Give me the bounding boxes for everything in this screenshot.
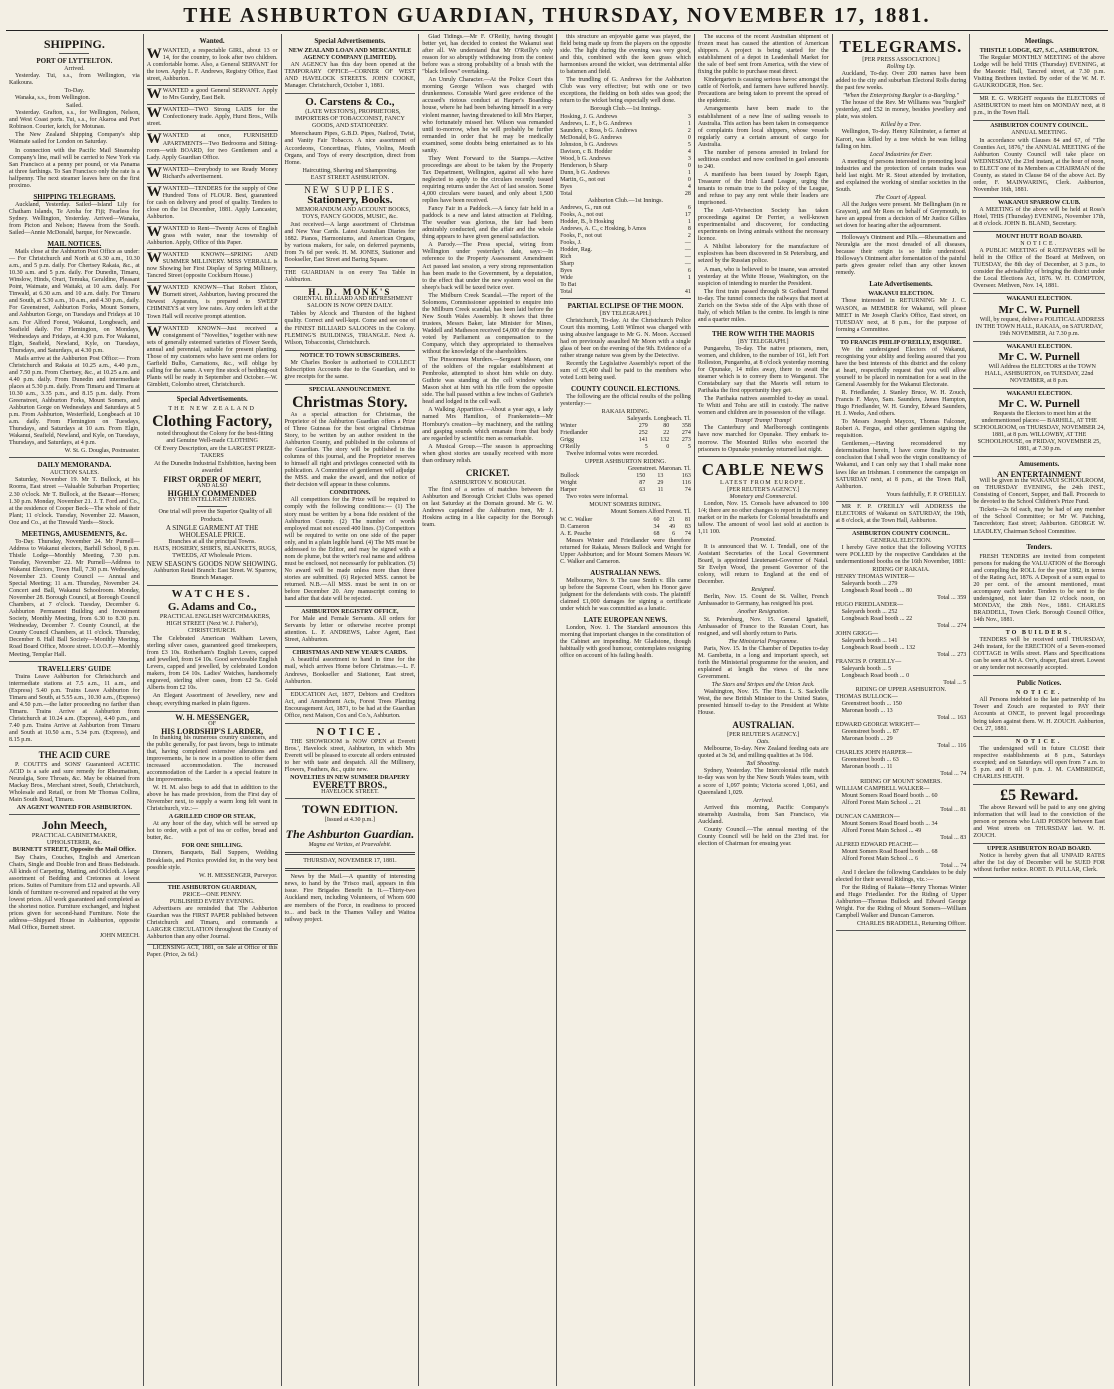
auction-sales-text: Saturday, November 19. Mr T. Bullock, at his Rooms, East street —Valuable Suburban Properties; 2.30 o'clock. Mr T. Bullock, at the Bazaar—Horses; 1.30 p.m. Monday, November 21. J. T. Ford and Co., at the residence of Cooper Beck—The whole of their Plant; 11 o'clock. Tuesday, November 22. Maason, Ooz and Co., at the Tinwald Yards—Stock. [9, 477, 140, 526]
booth-row: Saleyards booth ... 141 [841, 637, 898, 644]
booth-row: Maronan booth ... 11 [841, 764, 893, 771]
purnell-ad-2: WAKANUI ELECTION. Mr C. W. Purnell Will Address the ELECTORS at the TOWN HALL, ASHBURTON, on TUESDAY, 22nd NOVEMBER, at 8 p.m. [973, 342, 1105, 389]
booth-row: Mount Somers Road Board booth ... 34 [841, 820, 938, 827]
agency-credit: [PER REUTER'S AGENCY.] [727, 486, 800, 493]
cable-text: Melbourne, To-day. New Zealand feeding oats are quoted at 3s 3d, and milling qualities at 3s 10d. [697, 746, 829, 760]
score-row: Fooks, A., not out 17 [560, 211, 691, 218]
travellers-guide-heading: TRAVELLERS' GUIDE [37, 664, 111, 673]
meech-name: John Meech, [41, 818, 108, 833]
booth-row: Mount Somers Road Board booth ... 68 [841, 848, 938, 855]
score-row: Andrews, A. C., c Hosking, b Amos 8 [560, 225, 691, 232]
score-row: Andrews, G., run out 6 [560, 204, 691, 211]
poll-row: D. Cameron 34 49 83 [560, 523, 691, 530]
cricket-report: The trundling of G. Andrews for the Ashburton Club was very effective; but with one or two exceptions, the fielding on both sides was good; the return to the wicket being especially well done. [560, 77, 691, 105]
wanted-ad-8: WWANTED KNOWN—SPRING AND SUMMER MILLINERY. MISS VERRALL is now Showing her First Display of Spring Millinery, Tancred Street (opposite Cockburn House.) [147, 250, 278, 283]
riding-heading: UPPER ASHBURTON RIDING. [584, 459, 667, 466]
reward-ad: £5 Reward. The above Reward will be paid to any one giving information that will lead to the conviction of the person or persons who LAID POISON between East and West streets on THURSDAY last. W. H. ZOUCH. [973, 785, 1105, 844]
australian-news-text: Melbourne, Nov. 9. The case Smith v. Illis came up before the Supreme Court, when his Honor gave judgment for the defendants with costs. The plaintiff claimed £1,000 damages for signing a certificate under which he was committed as a lunatic. [560, 577, 691, 612]
column-5 [557, 34, 695, 1386]
news-item: They Went Forward to the Stamps.—Active proceedings are about to be taken by the Property Tax Department, Wellington, against all who have neglected to apply to the circulars recently issued requiring returns under the Act of last session. Some 4,000 circulars were issued, and only about 1,500 replies have been received. [422, 155, 554, 205]
score-row: Wide 1 [560, 274, 691, 281]
booth-row: Alford Forest Main School ... 6 [841, 856, 919, 863]
cricket-text: The first of a series of matches between the Ashburton and Borough Cricket Clubs was opened on last Saturday at the Domain ground. Mr G. W. Andrews captained the Ashburton men, Mr J. Hoskins acting in a like capacity for the Borough team. [422, 486, 554, 529]
score-row: Fooks, J. — [560, 239, 691, 246]
australian-heading: AUSTRALIAN. [732, 720, 795, 731]
telegram-subhead: Killed by a Tree. [880, 122, 922, 129]
cricket-heading: CRICKET. [465, 467, 510, 478]
european-news-heading: LATE EUROPEAN NEWS. [583, 615, 668, 624]
guardian-notice-ad: THE ASHBURTON GUARDIAN, PRICE—ONE PENNY. PUBLISHED EVERY EVENING. Advertisers are reminded that The Ashburton Guardian was the FIRST PAPER published between Christchurch and Timaru, and commands a LARGER CIRCULATION throughout the County of Ashburton than any other Journal. [147, 883, 278, 945]
by-telegraph: [BY TELEGRAPH.] [737, 338, 789, 345]
poll-row: A. E. Peache 68 6 74 [560, 530, 691, 537]
poll-row: Bullock 150 13 163 [560, 473, 691, 480]
news-item: The Midburn Creek Scandal.—The report of the Solomons, Commissioner appointed to enquire into the Millburn Creek scandal, has been laid before the New South Wales Assembly. It shows that three trustees, Messrs Baker, late Minister for Mines, Waddell and Matheson received £4,000 of the money voted by Parliament as compensation to the Company, which they appropriated to themselves without the knowledge of the shareholders. [422, 292, 554, 356]
wanted-heading: Wanted. [199, 37, 225, 45]
booth-row: Maronan booth ... 29 [841, 736, 893, 743]
riding-heading: RAKAIA RIDING. [601, 409, 650, 416]
cable-news-subheading: LATEST FROM EUROPE. [719, 479, 807, 486]
score-row: Dunn, b G. Andrews 1 [560, 169, 691, 176]
eclipse-heading: PARTIAL ECLIPSE OF THE MOON. [567, 301, 684, 310]
score-row: Saunders, c Ross, b G. Andrews 2 [560, 127, 691, 134]
wanted-ad-5: WWANTED—Everybody to see Ready Money Richard's advertisement. [147, 165, 278, 184]
wanted-ad-9: WWANTED KNOWN—That Robert Elston, Burnett street, Ashburton, having procured the Newest Apparatus, is prepared to SWEEP CHIMNEYS at very low rates. Any orders left at the Town Hall will receive prompt attention. [147, 283, 278, 323]
score-row: Davison, c B. Hodder 4 [560, 148, 691, 155]
booth-row: Longbeach Road booth ... 80 [841, 588, 913, 595]
purnell-ad-3: WAKANUI ELECTION. Mr C. W. Purnell Requests the Electors to meet him at the undermentioned places:— BARHILL, AT THE SCHOOLROOM, on THURSDAY, NOVEMBER 24, 1881, at 8 p.m. WILLOWBY, AT THE SCHOOLHOUSE, on FRIDAY, NOVEMBER 25, 1881, at 7.30 p.m. [973, 389, 1105, 457]
european-news-text: London, Nov. 1. The Standard announces this morning that important changes in the constitution of the Cabinet are impending. Mr Gladstone, though habitually with good humour, contemplates resigning office on account of his failing health. [560, 624, 691, 660]
tramp-text: The Canterbury and Marlborough contingents have now marched for Opunake. They embark to-morrow. The Mounted Rifles who escorted the prisoners to Opunake yesterday returned last night. [697, 425, 829, 453]
maori-row-heading: THE ROW WITH THE MAORIS [712, 329, 815, 338]
daily-memoranda-heading: DAILY MEMORANDA. [37, 461, 112, 470]
eclipse-text: Christchurch, To-day. At the Christchurch Police Court this morning, Lotti Wilmot was charged with using abusive language to Mr G. N. Moon. Accused had on previously assaulted Mr Moon with a single glass of beer on the evening of the 9th. Evidence of a rather strange nature was given by the Detective. [560, 317, 691, 359]
poll-row: Harper 63 11 74 [560, 487, 691, 494]
amusements-heading: Amusements. [1019, 460, 1060, 469]
score-row: Sharp — [560, 260, 691, 267]
late-adverts-heading: Late Advertisements. [869, 280, 933, 289]
booth-row: Mount Somers Road Board booth ... 60 [841, 792, 938, 799]
meech-signature: JOHN MEECH. [99, 933, 140, 940]
oreilly-address-ad: MR F. P. O'REILLY will ADDRESS the ELECTORS of Wakanui on SATURDAY, the 19th, at 8 o'clock, at the Town Hall, Ashburton. [836, 502, 967, 529]
carstens-ad: O. Carstens & Co., (LATE WESTON'S), PROPRIETORS, IMPORTERS OF TOBACCONIST, FANCY GOODS, AND STATIONERY. Meerschaum Pipes, G.B.D. Pipes, Nailrod, Twist, and Vanity Fair Tobacco. A nice assortment of Accordeons, Concertinas, Flutes, Violins, Mouth Organs, and Toys of every description, direct from Home. Haircutting, Shaving and Shampooing. EAST STREET ASHBURTON. [285, 94, 416, 184]
agent-wanted: AN AGENT WANTED FOR ASHBURTON. [16, 805, 132, 812]
meech-trade: PRACTICAL CABINETMAKER, UPHOLSTERER, &c. [31, 833, 117, 847]
booth-row: Alford Forest Main School ... 49 [841, 827, 922, 834]
wanted-ad-10: WWANTED KNOWN—Just received a consignment of "Novelties," together with new sets of generally esteemed varieties of Flower Seeds, annual and perennial, suitable for present planting. Those of my customers who have sent me orders for Garfield Bulbs, Carnations, &c., will oblige by calling for the same. A very fine stock of bedding-out Plants will be ready in September and October.—W. Gimblett, Colombo street, Christchurch. [147, 324, 278, 392]
cable-item: A Nihilist laboratory for the manufacture of explosives has been discovered in St Petersburg, and seized by the Russian police. [697, 244, 829, 265]
county-elections-heading: COUNTY COUNCIL ELECTIONS. [571, 385, 680, 394]
column-4 [419, 34, 557, 1386]
rakaia-results [560, 423, 691, 451]
cable-text: Arrived this morning, Pacific Company's steamship Australia, from San Francisco, via Auckland. [697, 804, 829, 825]
upper-ashburton-results [560, 473, 691, 494]
score-row: Hosking, J. G. Andrews 3 [560, 113, 691, 120]
port-heading: PORT OF LYTTELTON. [36, 57, 113, 65]
builders-tender-ad: TO BUILDERS. TENDERS will be received until THURSDAY, 24th instant, for the ERECTION of a Seven-roomed COTTAGE in Wills street. Plans and Specifications can be seen at Mr A. Orr's, draper, East street. Lowest or any tender not necessarily accepted. [973, 628, 1105, 676]
riding-note: Twelve informal votes were recorded. [566, 451, 659, 458]
wright-meeting-ad: MR E. G. WRIGHT requests the ELECTORS of ASHBURTON to meet him on MONDAY next, at 8 p.m., in the Town Hall. [973, 94, 1105, 121]
maori-row-text: Pungarehu, To-day. The native prisoners, men, women, and children, to the number of 161, left Fort Rolleston, Pungarehu, at 8 o'clock yesterday morning for Opunake, 14 miles away, there to await the steamer which is to convey them to Wanganui. The Constabulary say that the Maoris will return to Parihaka the first opportunity they get. [697, 345, 829, 395]
oreilly-requisition: TO FRANCIS PHILIP O'REILLY, ESQUIRE. We the undersigned Electors of Wakanui, recognising your ability and feeling assured that you have the best interests of this district and the colony at heart, respectfully request that you will allow yourself to be placed in nomination for a seat in the General Assembly for the Wakanui Electorate. R. Friedlander, J. Stanley Bruce, W. H. Zouch, Francis F. Mayo, Sam. Saunders, James Hampton, Hugo Friedlander, W. H. Gundry, Edward Saunders, H. J. Weeks, And others. To Messrs Joseph Maycox, Thomas Falconer, Robert A. Fergus, and other gentlemen signing the requisition. Gentlemen,—Having reconsidered my determination herein, I have come finally to the conclusion that I shall woo the virgin constituency of Wakanui, and I can only say that I shall make none laws like an Irishman. I commence the campaign on SATURDAY next, at 8 p.m., at the Town Hall, Ashburton. Yours faithfully, F. P. O'REILLY. [836, 338, 967, 502]
agency-credit: [PER REUTER'S AGENCY.] [727, 732, 800, 739]
news-item: A Walking Apparition.—About a year ago, a lady named Mrs Hamilton, of Frankenstein—Mr Hornbury's creation—by machinery, and the rattling and gasping sounds which emanate from that body are regarded by scientific men as remarkable. [422, 407, 554, 442]
shipping-telegrams-heading: SHIPPING TELEGRAMS. [33, 192, 116, 201]
cable-subhead: Monetary and Commercial. [729, 493, 797, 500]
today-text: Wanaka, s.s., from Wellington. [15, 95, 91, 102]
by-telegraph: [BY TELEGRAPH.] [600, 310, 651, 317]
wanted-ad-2: WWANTED a good General SERVANT. Apply to Mrs Gundry, East Belt. [147, 86, 278, 105]
riding-columns: Greenstreet. Maronan. Tl. [627, 466, 691, 473]
purnell-ad-1: WAKANUI ELECTION. Mr C. W. Purnell Will, by request, deliver a POLITICAL ADDRESS IN THE TOWN HALL, RAKAIA, on SATURDAY, 19th NOVEMBER, At 7.30 p.m. [973, 294, 1105, 341]
nz-loan-ad: NEW ZEALAND LOAN AND MERCANTILE AGENCY COMPANY (LIMITED). AN AGENCY has this day been opened at the TEMPORARY OFFICE—CORNER OF WEST AND HAVELOCK STREETS. JOHN COOKE, Manager. Christchurch, October 1, 1881. [285, 46, 416, 94]
poll-row: Grigg 141 132 273 [560, 437, 691, 444]
booth-row: Longbeach Road booth ... 132 [841, 644, 916, 651]
score-row: Andrews, L. F., b G. Andrews 1 [560, 120, 691, 127]
riding-summary: Messrs Winter and Friedlander were therefore returned for Rakaia, Messrs Bullock and Wright for Upper Ashburton; and for Mount Somers Messrs W. C. Walker and Cameron. [560, 537, 691, 565]
booth-row: Saleyards booth ... 5 [841, 665, 892, 672]
messenger-ad: W. H. MESSENGER, OF HIS LORDSHIP'S LARDER, In thanking his numerous country customers, and the public generally, for past favors, begs to intimate that, having completed extensive alterations and improvements, he is now in a position to offer them increased accommodation. The increased accommodation of the Larder is a special feature in the improvements. W. H. M. also begs to add that in addition to the above he has made provision, from the First day of November next, to supply a warm long felt want in Christchurch, viz.:— A GRILLED CHOP OR STEAK, At any hour of the day, which will be served up hot to order, with a pot of tea or coffee, bread and butter, &c. FOR ONE SHILLING. Dinners, Banquets, Ball Suppers, Wedding Breakfasts, and Picnics provided for, in the very best possible style. W. H. MESSENGER, Purveyor. [147, 712, 278, 883]
telegram-text: Wellington, To-day. Henry Kilminster, a farmer at Karori, was killed by a tree which he was felling falling on him. [835, 129, 967, 150]
score-row: Johnston, b G. Andrews 5 [560, 141, 691, 148]
christmas-cards-ad: CHRISTMAS AND NEW YEAR'S CARDS. A beautiful assortment to hand in time for the mail, which arrives Home before Christmas.—L. F. Andrews, Bookseller and Stationer, East street, Ashburton. [285, 648, 416, 689]
editorial-news: News by the Mail.—A quantity of interesting news, to hand by the 'Frisco mail, appears in this issue. Fire Brigades Benefit In It.—Thirty-two Auckland men, including Volunteers, of Whom 600 are members of the Force, in readiness to proceed to... and back in the Thames Valley and Waitoa railway project. [284, 874, 416, 923]
divider [59, 53, 89, 54]
telegram-text: A meeting of persons interested in promoting local industries and the protection of certain trades was held last night. Mr R. Stout attended by invitation, and explained the working of similar societies in the South. [835, 158, 967, 193]
column-1 [6, 34, 144, 1386]
score-row: Byes 6 [560, 267, 691, 274]
column-2 [144, 34, 282, 1386]
divider [836, 232, 967, 233]
stationery-ad: NEW SUPPLIES. Stationery, Books. MEMORANDUM AND ACCOUNT BOOKS, TOYS, FANCY GOODS, MUSIC, &c. Just received—A large assortment of Christmas and New Year Cards. Latest Australian Diaries for 1882. Pianos, Harmoniums, and American Organs, by various makers, for sale, on deferred payments, from 7s 6d per week. H. M. JONES, Stationer and Bookseller, East Street and Baring Square. [285, 185, 416, 268]
wanted-ad-3: WWANTED—TWO Strong LADS for the Confectionery trade. Apply, Hurst Bros., Wills street. [147, 105, 278, 131]
booth-row: Saleyards booth ... 252 [841, 609, 898, 616]
meetings-heading: MEETINGS, AMUSEMENTS, &c. [21, 529, 127, 538]
meetings-heading: Meetings. [1024, 37, 1054, 45]
education-act-ad: EDUCATION Act, 1877, Debtors and Creditors Act, and Amendment Acts, Forest Trees Planting Encouragement Act, 1871, to be had at the Guardian Office, next Maison, Cox and Co.'s, Ashburton. [285, 690, 416, 724]
postmaster-signature: W. St. G. Douglas, Postmaster. [64, 448, 140, 455]
booth-row: Maronan booth ... 13 [841, 708, 893, 715]
score-row: Hodder, Rag. — [560, 246, 691, 253]
cable-text: London, Nov. 15. Consols have advanced to 100 1/4; there are no other changes to report in the money market or in the markets for Colonial breadstuffs and tallow. The amount of wool last sold at auction is 1,11 100. [697, 500, 829, 535]
sailed-note: The New Zealand Shipping Company's ship Waimate sailed for London on Saturday. [9, 132, 140, 146]
mail-notices-heading: MAIL NOTICES. [47, 240, 102, 249]
news-item: A Parody.—The Press special, wiring from Wellington under yesterday's date, says:—In reference to the Property Assessment Amendment Act passed last session, a very strong representation has been made to the Government, by a deputation, to the effect that under the new system wool on the sheep's back will be taxed twice over. [422, 242, 554, 291]
booth-row: Alford Forest Main School ... 21 [841, 799, 922, 806]
auction-sales-heading: AUCTION SALES. [49, 470, 99, 477]
shipping-heading: SHIPPING. [43, 37, 105, 51]
valuation-tender-ad: FRESH TENDERS are invited from competent persons for making the VALUATION of the Borough and compiling the ROLL for the year 1882, in terms of the Rating Act, 1876. A Deposit of a sum equal to 20 per cent. of the amount mentioned, must accompany each tender. Tenders to be sent to the undersigned, not later than 12 o'clock noon, on MONDAY, the 28th Nov., 1881. CHARLES BRADDELL, Town Clerk. Borough Council Office, 14th Nov., 1881. [973, 552, 1105, 628]
score-row: Henderson, b Sharp 0 [560, 162, 691, 169]
wanted-ad-7: WWANTED to Rent—Twenty Acres of English grass with water, near the township of Ashburton. Apply, Office of this Paper. [147, 224, 278, 250]
score-row: Fooks, F., not out 2 [560, 232, 691, 239]
meetings-text: To-Day. Thursday, November 24. Mr Purnell—Address to Wakanui electors, Barhill School, 8 p.m. Thistle Lodge—Monthly Meeting, 7.30 p.m. Tuesday, November 22. Mr Purnell—Address to Wakanui Electors, Town Hall, 7.30 p.m. Wednesday, November 23. County Council — Annual and Special Meeting; 11 a.m. Thursday, November 24. Concert and Ball, Wakanui Schoolroom. Monday, November 28. Borough Council, at Borough Council Chambers, at 7 o'clock. Tuesday, December 6. Ashburton Permanent Building and Investment Society, Monthly Meeting, from 6.30 to 8.30 p.m. Wednesday, December 7. County Council, at the County Council Chambers, at 11 o'clock. Thursday, December 8. Hall Ball Society—Monthly Meeting. Road Board Office, Moore street. I.O.O.F.—Monthly Meeting, Templar Hall. [9, 538, 140, 658]
riding-columns: Saleyards. Longbeach. Tl. [627, 416, 691, 423]
riding-note: Two votes were informal. [566, 494, 629, 501]
closing-notice: NOTICE. The undersigned will in future CLOSE their respective establishments at 8 p.m., Saturdays excepted; and on Saturdays will open from 7 a.m. to 5 p.m. and 8 till 9 p.m. J. M. CAMBRIDGE, CHARLES HEATH. [973, 737, 1105, 785]
sailed-heading: Sailed. [66, 103, 83, 110]
wanted-ad-6: WWANTED—TENDERS for the supply of One Hundred Tons of FLOUR. Best, guaranteed for cash on delivery and proof of quality. Tenders to close on the 1st December, 1881. Apply Lancaster, Ashburton. [147, 184, 278, 224]
guardian-tables-ad: THE GUARDIAN is on every Tea Table in Ashburton. [285, 268, 416, 287]
score-row: McDonald, b G. Andrews 0 [560, 134, 691, 141]
county-elections-intro: The following are the official results of the polling yesterday:— [560, 394, 691, 408]
special-ads-heading: Special Advertisements. [314, 37, 386, 45]
cable-subhead: Oats. [756, 739, 770, 746]
arrived-heading: Arrived. [64, 66, 85, 72]
cable-subhead: The Stars and Stripes and the Union Jack. [711, 681, 815, 688]
cable-text: Berlin, Nov. 15. Count de St. Vallier, French Ambassador to Germany, has resigned his post. [697, 594, 829, 608]
booth-row: Saleyards booth ... 279 [841, 581, 898, 588]
borough-scorecard: Hosking, J. G. Andrews 3 Andrews, L. F., b G. Andrews 1 Saunders, c Ross, b G. Andrews 2 McDonald, b G. Andrews 0 Johnston, b G. Andrews 5 Davison, c B. Hodder 4 Wood, b G. Andrews 3 Henderson, b Sharp 0 Dunn, b G. Andrews 1 Martin, G., not out 0 Byes 4 Total 28 [560, 113, 691, 197]
holloway-ad: Holloway's Ointment and Pills.—Rheumatism and Neuralgia are the most dreaded of all diseases, because their origin is so little understood. Holloway's Ointment after fomentation of the painful parts gives greater relief than any other known remedy. [835, 235, 967, 277]
news-item: A Musical Group.—The season is approaching when ghost stories are usually received with more than ordinary relish. [422, 443, 554, 464]
entertainment-ad: AN ENTERTAINMENT Will be given in the WAKANUI SCHOOLROOM, on THURSDAY EVENING, the 24th INST., Consisting of Concert, Supper, and Ball. Proceeds to be devoted to the School Children's Prize Fund. Tickets—2s 6d each, may be had of any member of the School Committee; or Mr W. Patching, Tancredston; East street; Ashburton. GEORGE W. LEADLEY, Chairman School Committee. [973, 469, 1105, 539]
mount-somers-results [560, 517, 691, 538]
poll-row: Wright 87 29 116 [560, 480, 691, 487]
divider [698, 326, 829, 327]
score-heading: Ashburton Club.—1st Innings. [587, 197, 664, 204]
divider [285, 852, 416, 855]
column-7 [833, 34, 971, 1386]
monks-billiard-ad: H. D. MONK'S ORIENTAL BILLIARD AND REFRESHMENT SALOON IS NOW OPEN DAILY. Tables by Alcock and Thurston of the highest quality. Correct and well-kept. Come and see one of the FINEST BILLIARD SALOONS in the Colony. FLEMING'S BUILDINGS, TRIANGLE. Next A. Wilson, Tobacconist, Christchurch. [285, 287, 416, 350]
divider [698, 456, 829, 457]
divider [9, 814, 140, 815]
acid-cure-heading: THE ACID CURE [38, 750, 111, 761]
public-notices-heading: Public Notices. [1017, 679, 1062, 688]
cable-item: Kindergarten is causing serious havoc amongst the cattle of Norfolk, and farmers have suffered heavily. Precautions are being taken to prevent the spread of the epidemic. [697, 77, 829, 105]
column-3 [282, 34, 420, 1386]
wanted-ad-1: WWANTED, a respectable GIRL, about 13 or 14, for the country, to look after two children. A comfortable home. Also, a General SERVANT for the town. Apply L. F. Andrews, Registry Office, East street, Ashburton. [147, 46, 278, 86]
news-item: Glad Tidings.—Mr F. O'Reilly, having thought better yet, has decided to contest the Wakanui seat after all. We understand that Mr O'Reilly's only reason for so abruptly withdrawing from the contest before was a strong probability of a brush with the "black fellows" overtaking. [422, 34, 554, 76]
arrived-text: Yesterday. Tui, s.s., from Wellington, via Kaikoura. [9, 73, 140, 87]
divider [285, 868, 416, 871]
paper-motto: Magna est Veritas, et Praevalebit. [308, 842, 392, 849]
poll-row: W. C. Walker 60 21 81 [560, 516, 691, 523]
maori-row-text-2: The Parihaka natives assembled to-day as usual. Te Whiti and Tohu are still in custody. The native women and children are in possession of the village. [697, 396, 829, 417]
score-row: Wood, b G. Andrews 3 [560, 155, 691, 162]
column-6 [695, 34, 833, 1386]
showroom-notice: NOTICE. THE SHOWROOM is NOW OPEN at Everett Bros.', Havelock street, Ashburton, in which Mrs Everett will be pleased to execute all orders entrusted to her with taste and despatch. All the Millinery, Flowers, Feathers, &c., quite new. NOVELTIES IN NEW SUMMER DRAPERY EVERETT BROS., HAVELOCK STREET. [285, 724, 416, 799]
telegram-text: Auckland, To-day. Over 200 names have been added to the city and suburban Electoral Rolls during the past few weeks. [835, 71, 967, 92]
score-row: Martin, G., not out 0 [560, 176, 691, 183]
cable-item: The success of the recent Australian shipment of frozen meat has caused the attention of American shippers. A project is being started for the establishment of a depot in Leadenhall Market for the sale of beef sent from America, with the view of fixing the public to purchase meat direct. [697, 34, 829, 76]
cable-subhead: The Ministerial Programme. [728, 638, 799, 645]
editorial-dateline: THURSDAY, NOVEMBER 17, 1881. [303, 858, 397, 865]
cable-text: Paris, Nov. 15. In the Chamber of Deputies to-day M. Gambetta, in a long and important speech, set forth the Ministerial programme for the session, and explained at length the views of the new Government. [697, 645, 829, 680]
adams-watchmakers-ad: WATCHES. G. Adams and Co., PRACTICAL ENGLISH WATCHMAKERS, HIGH STREET (Next W. J. Fisher's), CHRISTCHURCH. The Celebrated American Waltham Levers, sterling silver cases, guaranteed good timekeepers, from £3 10s. Rotherham's English Levers, capped and jewelled, from £4 10s. Good serviceable English Levers, capped and jewelled, by celebrated London makers, from £4 10s. Ladies' Watches, handsomely engraved, sterling silver cases, from £2 5s. Gold Alberts from £2 10s. An Elegant Assortment of Jewellery, new and cheap; everything marked in plain figures. [147, 586, 278, 712]
mail-notices-text: Mails close at the Ashburton Post Office as under:— For Christchurch and North at 6.30 a.m., 10.30 a.m., and 5 p.m. daily. For Chertsey Rakaia, &c., at 10.30 a.m. and 5 p.m. daily. For Dunedin, Timaru, Winslow, Hinds, Orari, Temuka, Geraldine, Pleasant Point, Waimate, and Waitaki, at 10 a.m. daily. For Tinwald, at 6.30 a.m. and 10 a.m. daily. For Timaru and South, at 5.30 a.m., 10 a.m., and 4.30 p.m., daily. For Greenstreet, Ashburton Forks, Mount Somers, and Ashburton Gorge, on Tuesdays and Fridays at 10 a.m. For Alford Forest, Wakanui, Longbeach, and Seafield daily. For Flemington, on Mondays, Wednesdays and Fridays, at 4.30 p.m. For Wakanui, Elgin, Seafield, Newland, Kyle, on Tuesdays, Thursdays, and Saturdays, at 4.30 p.m. [9, 249, 140, 354]
registry-office-ad: ASHBURTON REGISTRY OFFICE, For Male and Female Servants. All orders for Servants by letter or otherwise receive prompt attention. L. F. ANDREWS, Labor Agent, East Street, Ashburton. [285, 607, 416, 648]
score-row: Rich — [560, 253, 691, 260]
divider [9, 661, 140, 662]
cable-item: A manifesto has been issued by Joseph Egan, Treasurer of the Irish Land League, urging the tenants to remain true to the policy of the League, and refuse to pay any rent while their leaders are imprisoned. [697, 171, 829, 207]
cable-subhead: Promoted. [750, 537, 776, 543]
australian-news-heading: AUSTRALIAN NEWS. [590, 568, 661, 577]
cricket-report: this structure an enjoyable game was played, the field being made up from the players on the opposite side. The light during the evening was very good, and this, combined with the keen grass which harmonises around the wicket, was detrimental alike to batsmen and field. [560, 34, 691, 76]
mail-arrive-text: Mails arrive at the Ashburton Post Office:— From Christchurch and Rakaia at 10.25 a.m., 4.40 p.m., and 7.50 p.m. From Chertsey, &c., at 10.25 a.m. and 4.40 p.m. daily. From Dunedin and intermediate places at 5.30 p.m. daily. From Timaru and Timaru at 10.30 a.m., 3.35 p.m., and 8.15 p.m. daily. From Greenstreet, Ashburton Forks, Mount Somers, and Ashburton Gorge on Wednesdays and Saturdays at 5 p.m. From Ashburton, Westerfield, Longbeach at 10 a.m. daily. From Flemington on Tuesdays, Thursdays, and Saturdays at 10 a.m. From Elgin, Wakanui, Seafield, Newland, and Kyle, on Tuesdays, Thursdays, and Saturdays, at 4 p.m. [9, 355, 140, 447]
mt-hutt-ad: MOUNT HUTT ROAD BOARD. NOTICE. A PUBLIC MEETING of RATEPAYERS will be held in the Office of the Board at Methven, on TUESDAY, the 8th day of December, at 3 p.m., to consider the advisability of bringing the district under the Local Elections Act, 1876. W. H. COMPTON, Overseer. Methven, Nov. 14, 1881. [973, 232, 1105, 294]
eclipse-text-2: Recently the Legislative Assembly's report of the sum of £5,400 shall be paid to the members who voted Lotti being used. [560, 360, 691, 381]
score-heading: Borough Club.—1st Innings. [590, 106, 661, 113]
sparrow-club-ad: WAKANUI SPARROW CLUB. A MEETING of the above will be held at Ross's Hotel, THIS (Thursday) EVENING, November 17th, at 8 o'clock. JOHN B. BLAND, Secretary. [973, 198, 1105, 232]
cable-item: The first train passed through St Gothard Tunnel to-day. The tunnel connects the railways that meet at Zurich on the Swiss side of the Alps with those of Italy, of which Milan is the centre. Its length is nine and a quarter miles. [697, 288, 829, 323]
riding-columns: Mount Somers Alford Forest. Tl. [610, 509, 691, 516]
ashburton-scorecard: Andrews, G., run out 6 Fooks, A., not out 17 Hodder, B., b Hosking 1 Andrews, A. C., c Hosking, b Amos 8 Fooks, F., not out 2 Fooks, J. — Hodder, Rag. — Rich — Sharp — Byes 6 Wide 1 To Bat Total 41 [560, 204, 691, 295]
cable-item: A man, who is believed to be insane, was arrested yesterday at the White House, Washington, on the suspicion of intending to murder the President. [697, 266, 829, 287]
divider [9, 746, 140, 747]
meech-text: Bay Chairs, Couches, English and American Chairs, Single and Double Iron and Brass Bedsteads. All kinds of Carpeting, Matting, and Oilcloth. A large assortment of Bedding and Cretonnes at lowest prices. Suites of Furniture from £12 and upwards. All kinds of furniture re-covered and repaired at the very lowest prices. All work guaranteed and completed as the shortest notice. Furniture exchanged, and highest prices given for second-hand Furniture. Note the address—Shipyard House in Ashburton, opposite Mail Office, Burnett street. [9, 854, 140, 931]
sailed-text: Yesterday. Grafton, s.s., for Wellington, Nelson, and West Coast ports. Tui, s.s., for Akaroa and Port Robinson. Courier, ketch, for Motunau. [9, 110, 140, 131]
cable-news-heading: CABLE NEWS [701, 459, 825, 479]
column-8 [970, 34, 1108, 1386]
licensing-ad: LICENSING ACT, 1881, on Sale at Office of this Paper. (Price, 2s 6d.) [146, 945, 278, 959]
booth-row: Greenstreet booth ... 63 [841, 757, 899, 764]
cable-text: It is announced that W. I. Tendall, one of the Assistant Secretaries of the Local Government Board, is appointed Lieutenant-Governor of Natal. Sir Evelyn Wood, the present Governor of the colony, will return to England at the end of December. [697, 544, 829, 586]
tramp-heading: Tramp! Tramp! Tramp! [734, 418, 792, 425]
score-row: Byes 4 [560, 183, 691, 190]
booth-row: Longbeach Road booth ... 0 [841, 672, 910, 679]
tenders-heading: Tenders. [1026, 542, 1052, 551]
cable-subhead: Another Resignation. [737, 609, 790, 616]
divider [560, 298, 691, 299]
masthead: THE ASHBURTON GUARDIAN, THURSDAY, NOVEMBER 17, 1881. [183, 3, 931, 27]
zouch-notice: NOTICE. All Persons indebted to the late partnership of Ira Tower and Zouch are requested to PAY their Accounts at ONCE, to prevent legal proceedings being taken against them. W. H. ZOUCH. Ashburton, Oct. 27, 1881. [973, 688, 1105, 736]
telegrams-heading: TELEGRAMS. [839, 37, 963, 56]
riding-heading: MOUNT SOMERS RIDING. [589, 502, 662, 509]
news-item: Fancy Fair in a Paddock.—A fancy fair held in a paddock is a new and latest attraction at Fielding. The weather was glorious, the fair had been admirably conducted, and the affair and the whole thing appears to have given general satisfaction. [422, 206, 554, 241]
columns [6, 34, 1108, 1386]
paper-name: The Ashburton Guardian. [285, 827, 415, 842]
poll-row: Friedlander 252 22 274 [560, 430, 691, 437]
town-edition-heading: TOWN EDITION. [302, 802, 398, 817]
booth-row: Greenstreet booth ... 87 [841, 729, 899, 736]
cable-subhead: Arrived. [753, 797, 774, 804]
special-ads-heading: Special Advertisements. [176, 394, 248, 403]
telegram-text: The house of the Rev. Mr Williams was "burgled" yesterday, and £52 in money, besides jewellery and plate, was stolen. [835, 100, 967, 121]
wason-election-ad: WAKANUI ELECTION. Those interested in RETURNING Mr J. C. WASON, as MEMBER for Wakanui, will please MEET in Mr Joseph Clark's Office, East street, on TUESDAY next, at 8 p.m., for the purpose of forming a Committee. [836, 289, 967, 337]
county-annual-meeting-ad: ASHBURTON COUNTY COUNCIL. ANNUAL MEETING. In accordance with Clauses 84 and 67, of "The Counties Act, 1876," the ANNUAL MEETING of the Ashburton County Council will take place on WEDNESDAY, the 23rd instant, at the hour of noon, to ELECT one of its Members as CHAIRMAN of the County, as stated in Clause 84 of the above Act. By order, F. MAINWARING, Clerk. Ashburton, November 16th, 1881. [973, 121, 1105, 197]
acid-cure-text: P. COUTTS and SONS' Guaranteed ACETIC ACID is a safe and sure remedy for Rheumatism, Neuralgia, Sore Throats, &c. May be obtained from Mackay Bros., Merchant street, South, Christchurch, Wholesale and Retail, or from Mr Thomas Collins, Main South Road, Timaru. [9, 762, 140, 804]
telegram-subhead: Rolling Up. [886, 64, 916, 71]
cable-text: County Council.—The annual meeting of the County Council will be held on the 23rd inst. for election of Chairman for ensuing year. [697, 826, 829, 847]
cable-item: The number of persons arrested in Ireland for seditious conduct and now confined in gaol amounts to 240. [697, 149, 829, 170]
poll-row: Winter 279 80 358 [560, 423, 691, 430]
clothing-factory-ad: THE NEW ZEALAND Clothing Factory, noted throughout the Colony for the best-fitting and Genuine Well-made CLOTHING Of Every Description, are the LARGEST PRIZE-TAKERS At the Dunedin Industrial Exhibition, having been awarded FIRST ORDER OF MERIT, AND ALSO HIGHLY COMMENDED BY THE INTELLIGENT JURORS. One trial will prove the Superior Quality of all Products. A SINGLE GARMENT AT THE WHOLESALE PRICE. Branches at all the principal Towns. HATS, HOSIERY, SHIRTS, BLANKETS, RUGS, TWEEDS, AT Wholesale Prices. NEW SEASON'S GOODS NOW SHOWING. Ashburton Retail Branch: East Street. W. Sparrow, Branch Manager. [147, 404, 278, 586]
divider [9, 457, 140, 458]
cricket-subheading: ASHBURTON V. BOROUGH. [449, 479, 526, 486]
poll-row: O'Reilly 5 0 5 [560, 444, 691, 451]
today-heading: To-Day. [64, 88, 85, 95]
meech-address: BURNETT STREET, Opposite the Mail Office. [12, 847, 136, 854]
news-item: The Pinsonneau Murders.—Sergeant Mason, one of the soldiers of the regular establishment at Pembroke, attempted to shoot him while on duty. Guthrie was standing at the cell window when Mason shot at him with his rifle from the opposite side. The ball passed within a few inches of Guthrie's head and lodged in the cell wall. [422, 357, 554, 406]
subscribers-notice: NOTICE TO TOWN SUBSCRIBERS. Mr Charles Booker is authorised to COLLECT Subscription Accounts due to the Guardian, and to give receipts for the same. [285, 351, 416, 385]
cable-text: Washington, Nov. 15. The Hon. L. S. Sackville West, the new British Minister to the United States, presented himself to-day to the President at White House. [697, 688, 829, 717]
sailed-note-2: In connection with the Pacific Mail Steamship Company's line, mail will be carried to New York via San Francisco at a penny per pound, or via Panama at three farthings. To San Francisco only the rate is a halfpenny. The next steamer leaves here on the first proximo. [9, 147, 140, 189]
masthead-rule [6, 30, 1108, 31]
cable-item: The Anti-Vivisection Society has taken proceedings against Dr Ferrier, a well-known experimentalist and discoverer, for conducting experiments on living animals without the necessary licence. [697, 208, 829, 243]
travellers-guide-text: Trains Leave Ashburton for Christchurch and intermediate stations at 7.5 a.m., 11 a.m., and (Express) 5.40 p.m. Trains Leave Ashburton for Timaru and South, at 5.55 a.m., 10.30 a.m., (Express) and 4.50 p.m.—the latter proceeding no farther than Timaru. Trains Arrive at Ashburton from Christchurch at 10.24 a.m. (Express), 4.40 p.m., and 7.40 p.m. Trains Arrive at Ashburton from Timaru and South at 10.50 a.m., 5.34 p.m. (Express), and 8.15 p.m. [9, 673, 140, 743]
cable-text: Sydney, Yesterday. The Intercolonial rifle match to-day was won by the New South Wales team, with a score of 1,097 points; Victoria scored 1,061, and Queensland 1,029. [697, 768, 829, 796]
upper-road-board-ad: UPPER ASHBURTON ROAD BOARD. Notice is hereby given that all UNPAID RATES after the 1st day of December will be SUED FOR without further notice. ROBT. D. PULLAR, Clerk. [973, 844, 1105, 878]
wanted-ad-4: WWANTED at once, FURNISHED APARTMENTS—Two Bedrooms and Sitting-room—with BOARD, for two Gentlemen and a Lady. Apply Guardian Office. [147, 131, 278, 164]
issued-time: [Issued at 4.30 p.m.] [324, 817, 375, 824]
election-results-ad: ASHBURTON COUNTY COUNCIL. GENERAL ELECTION. I hereby Give notice that the following VOTES were POLLED by the respective Candidates at the undermentioned booths on the 16th November, 1881: RIDING OF RAKAIA. HENRY THOMAS WINTER— Saleyards booth ... 279 Longbeach Road booth ... 80 Total ... 359 HUGO FRIEDLANDER— Saleyards booth ... 252 Longbeach Road booth ... 22 Total ... 274 JOHN GRIGG— Saleyards booth ... 141 Longbeach Road booth ... 132 Total ... 273 FRANCIS P. O'REILLY— Saleyards booth ... 5 Longbeach Road booth ... 0 Total ... 5 RIDING OF UPPER ASHBURTON. THOMAS BULLOCK— Greenstreet booth ... 150 Maronan booth ... 13 Total ... 163 EDWARD GEORGE WRIGHT— Greenstreet booth ... 87 Maronan booth ... 29 Total ... 116 CHARLES JOHN HARPER— Greenstreet booth ... 63 Maronan booth ... 11 Total ... 74 RIDING OF MOUNT SOMERS. WILLIAM CAMPBELL WALKER— Mount Somers Road Board booth ... 60 Alford Forest Main School ... 21 Total ... 81 DUNCAN CAMERON— Mount Somers Road Board booth ... 34 Alford Forest Main School ... 49 Total ... 83 ALFRED EDWARD PEACHE— Mount Somers Road Board booth ... 68 Alford Forest Main School ... 6 Total ... 74 And I declare the following Candidates to be duly elected for their several Ridings, viz.:— For the Riding of Rakaia—Henry Thomas Winter and Hugo Friedlander. For the Riding of Upper Ashburton—Thomas Bullock and Edward George Wright. For the Riding of Mount Somers—William Campbell Walker and Duncan Cameron. CHARLES BRADDELL, Returning Officer. [836, 529, 967, 932]
telegram-text: All the Judges were present. Mr Bellingham (in re Grayson), and Mr Rees on behalf of Greymouth, to have an appeal from a decision of Mr Justice Gillies set down for hearing after the adjournment. [835, 201, 967, 230]
cable-text: St. Petersburg, Nov. 15. General Ignatieff, Ambassador of France to the Russian Court, has resigned, and will shortly return to Paris. [697, 616, 829, 637]
news-item: An Unruly Character.—At the Police Court this morning George Wilson was charged with drunkenness. Constable Ward gave evidence of the accused's riotous conduct at Harper's Boarding-house, where he had been behaving himself in a very violent manner, having threatened to kill Mrs Harper, who fortunately missed her. Wilson was remanded until to-morrow, when he will probably be further remanded in order that he may be medically examined, some doubts being entertained as to his sanity. [422, 77, 554, 154]
telegram-subhead: The Court of Appeal. [875, 194, 927, 201]
score-row: Hodder, B., b Hosking 1 [560, 218, 691, 225]
agency-credit: [PER PRESS ASSOCIATION.] [862, 57, 940, 63]
thistle-lodge-ad: THISTLE LODGE, 627, S.C., ASHBURTON. The Regular MONTHLY MEETING of the above Lodge will be held THIS (Thursday) EVENING, at the Masonic Hall, Tancred street, at 7.30 p.m. Visiting Brethren invited. By order of the W. M. F. GAUKRODGER, Hon. Sec. [973, 46, 1105, 94]
christmas-story-ad: SPECIAL ANNOUNCEMENT. Christmas Story. As a special attraction for Christmas, the Proprietor of the Ashburton Guardian offers a Prize of Three Guineas for the best original Christmas Story, to be written by an author resident in the Ashburton County, and published in the columns of the Guardian. The story will be published in the columns of this journal, and the Proprietor reserves to himself all right and privileges connected with its publication. A Committee of gentlemen will adjudge the MSS. and make the award, and due notice of their decision will appear in these columns. CONDITIONS. All competitors for the Prize will be required to comply with the following conditions:— (1) The story must be written by a bona fide resident of the Ashburton County. (2) The number of words employed must not exceed 400 lines. (3) Competitors will be required to write on one side of the paper only, and in a plain legible hand. (4) The MS must be addressed to the Editor, and may be signed with a nom de plume, but the writer's real name and address must be enclosed, not necessarily for publication. (5) No award will be made unless more than three stories are submitted. (6) Rejected MSS. cannot be returned. N.B.—All MSS. must be sent in on or before December 20. Any manuscript coming to hand after that date will be rejected. [285, 385, 416, 607]
cable-subhead: Resigned. [751, 587, 776, 594]
telegram-subhead: "When the Enterprising Burglar is a-Burgling." [842, 93, 959, 100]
booth-row: Greenstreet booth ... 150 [841, 700, 902, 707]
telegram-subhead: Local Industries for Ever. [869, 151, 933, 158]
cable-item: Arrangements have been made to the establishment of a new line of sailing vessels to Australia. This action has been taken in consequence of complaints from local shippers, whose vessels regularly carry a certain amount of cargo for Australia. [697, 106, 829, 148]
cable-subhead: Tail Shooting. [746, 761, 781, 768]
booth-row: Longbeach Road booth ... 22 [841, 616, 913, 623]
shipping-telegrams-text: Auckland, Yesterday. Sailed—Island Lily for Chatham Islands, Te Aroha for Fiji; Fearless for Sydney. Wellington, Yesterday. Arrived—Wanaka, from Picton and Nelson; Hawea from the South. Sailed—Annie McDonald, barque, for Newcastle. [9, 201, 140, 236]
